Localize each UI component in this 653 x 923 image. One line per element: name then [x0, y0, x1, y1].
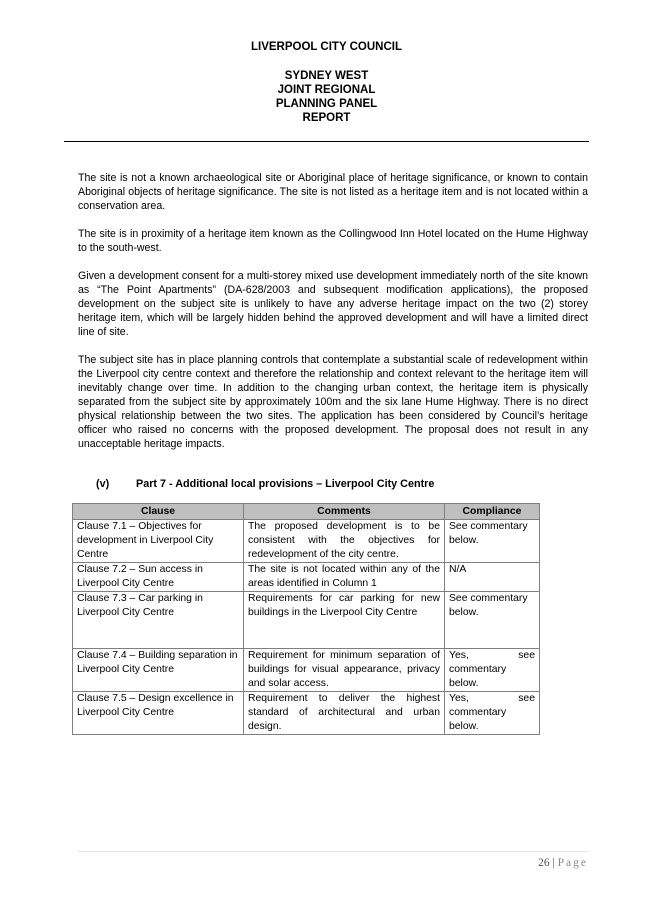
paragraph: The subject site has in place planning controls that contemplate a substantial scale of redevelopment within the Liverpool city centre context and therefore the relationship and context relevant to the heritage item will inevitably change over time. In addition to the changing urban context, the heritage item is physically separated from the subject site by approximately 100m and the six lane Hume Highway. There is no direct physical relationship between the two sites. The application has been considered by Council’s heritage officer who raised no concerns with the proposed development. The proposal does not result in any unacceptable heritage impacts. — [78, 354, 588, 450]
paragraph: Given a development consent for a multi-storey mixed use development immediately north of the site known as “The Point Apartments” (DA-628/2003 and subsequent modification applications), the proposed development on the subject site is unlikely to have any adverse heritage impact on the two (2) storey heritage item, which will be largely hidden behind the approved development and will have a limited direct line of site. — [78, 270, 588, 338]
comments-cell: The site is not located within any of the areas identified in Column 1 — [244, 563, 445, 592]
compliance-cell: N/A — [445, 563, 540, 592]
page-label: Page — [557, 857, 588, 869]
comments-cell: Requirement to deliver the highest standard of architectural and urban design. — [244, 692, 445, 735]
compliance-cell: See commentary below. — [445, 592, 540, 649]
paragraph: The site is not a known archaeological site or Aboriginal place of heritage significance, or known to contain Aboriginal objects of heritage significance. The site is not listed as a heritage item and is not located within a conservation area. — [78, 172, 588, 212]
page-number — [538, 857, 588, 869]
compliance-cell: Yes, see commentary below. — [445, 692, 540, 735]
page-separator: | — [549, 857, 558, 869]
report-title-line: REPORT — [302, 112, 351, 124]
section-number: (v) — [96, 478, 110, 490]
column-header-comments: Comments — [244, 504, 445, 520]
clause-cell: Clause 7.1 – Objectives for development in Liverpool City Centre — [73, 520, 244, 563]
clause-cell: Clause 7.2 – Sun access in Liverpool City Centre — [73, 563, 244, 592]
table-row — [73, 563, 540, 592]
compliance-cell: See commentary below. — [445, 520, 540, 563]
footer-divider — [78, 851, 588, 852]
table-header-row — [73, 504, 540, 520]
report-title — [64, 69, 589, 125]
page-number-value: 26 — [538, 857, 550, 869]
table-row — [73, 692, 540, 735]
column-header-compliance: Compliance — [445, 504, 540, 520]
section-heading — [96, 477, 434, 491]
table-row — [73, 649, 540, 692]
paragraph: The site is in proximity of a heritage item known as the Collingwood Inn Hotel located on the Hume Highway to the south-west. — [78, 228, 588, 254]
table-row — [73, 520, 540, 563]
table-row — [73, 592, 540, 649]
report-title-line: JOINT REGIONAL — [277, 84, 376, 96]
section-title: Part 7 - Additional local provisions – Liverpool City Centre — [136, 478, 435, 490]
comments-cell: Requirements for car parking for new buildings in the Liverpool City Centre — [244, 592, 445, 649]
clause-table — [72, 503, 540, 735]
clause-cell: Clause 7.4 – Building separation in Liverpool City Centre — [73, 649, 244, 692]
column-header-clause: Clause — [73, 504, 244, 520]
comments-cell: Requirement for minimum separation of buildings for visual appearance, privacy and solar access. — [244, 649, 445, 692]
comments-cell: The proposed development is to be consistent with the objectives for redevelopment of the city centre. — [244, 520, 445, 563]
body-text — [78, 171, 588, 465]
clause-cell: Clause 7.5 – Design excellence in Liverpool City Centre — [73, 692, 244, 735]
report-title-line: PLANNING PANEL — [275, 98, 378, 110]
clause-cell: Clause 7.3 – Car parking in Liverpool City Centre — [73, 592, 244, 649]
compliance-cell: Yes, see commentary below. — [445, 649, 540, 692]
council-heading: LIVERPOOL CITY COUNCIL — [250, 41, 402, 53]
report-title-line: SYDNEY WEST — [284, 70, 369, 82]
header-divider — [64, 141, 589, 142]
